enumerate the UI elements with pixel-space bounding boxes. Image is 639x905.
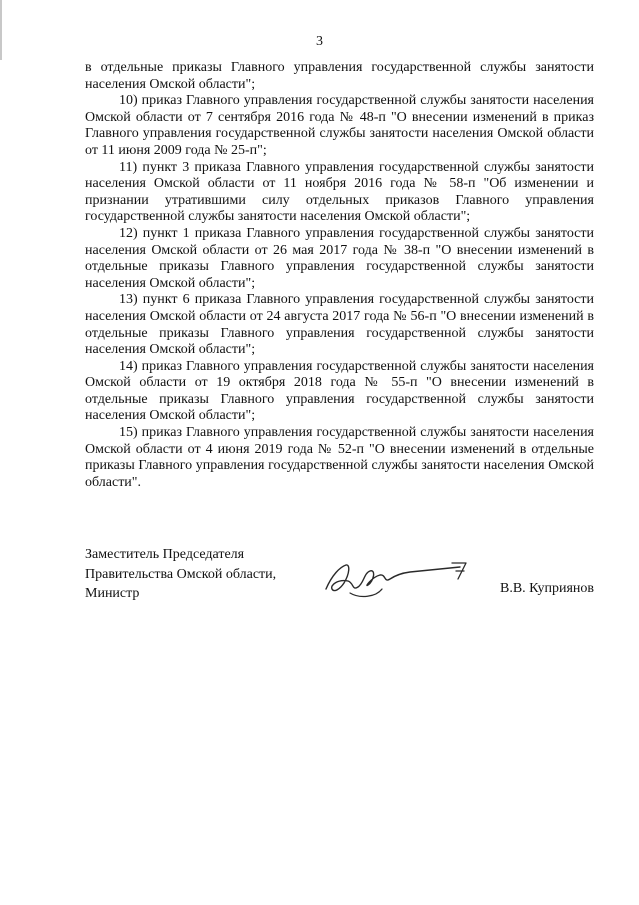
position-line-3: Министр	[85, 586, 140, 601]
list-item-14: 14) приказ Главного управления государственной службы занятости населения Омской области от 19 октября 2018 года № 55-п "О внесении изменений в отдельные приказы Главного управления государственной службы занятости населения Омской области";	[85, 358, 594, 424]
list-item-15: 15) приказ Главного управления государственной службы занятости населения Омской области от 4 июня 2019 года № 52-п "О внесении изменений в отдельные приказы Главного управления государственной службы занятости населения Омской области".	[85, 425, 594, 490]
list-item-11: 11) пункт 3 приказа Главного управления государственной службы занятости населения Омской области от 11 ноября 2016 года № 58-п "Об изменении и признании утратившими силу отдельных приказов Главного управления государственной службы занятости населения Омской области";	[85, 159, 594, 225]
signature-block	[85, 545, 594, 605]
scan-edge-artifact	[0, 0, 2, 60]
document-body	[85, 60, 594, 491]
signatory-position	[85, 545, 276, 604]
handwritten-signature	[320, 553, 480, 603]
position-line-2: Правительства Омской области,	[85, 566, 277, 582]
list-item-13: 13) пункт 6 приказа Главного управления государственной службы занятости населения Омской области от 24 августа 2017 года № 56-п "О внесении изменений в отдельные приказы Главного управления государственной службы занятости населения Омской области";	[85, 292, 594, 358]
signatory-name: В.В. Куприянов	[500, 581, 594, 596]
position-line-1: Заместитель Председателя	[85, 547, 245, 562]
list-item-12: 12) пункт 1 приказа Главного управления государственной службы занятости населения Омской области от 26 мая 2017 года № 38-п "О внесении изменений в отдельные приказы Главного управления государственной службы занятости населения Омской области";	[85, 225, 594, 291]
list-item-10: 10) приказ Главного управления государственной службы занятости населения Омской области от 7 сентября 2016 года № 48-п "О внесении изменений в приказ Главного управления государственной службы занятости населения Омской области от 11 июня 2009 года № 25-п";	[85, 93, 594, 158]
paragraph-continuation: в отдельные приказы Главного управления государственной службы занятости населения Омской области";	[85, 60, 594, 92]
page-number: 3	[316, 34, 323, 49]
